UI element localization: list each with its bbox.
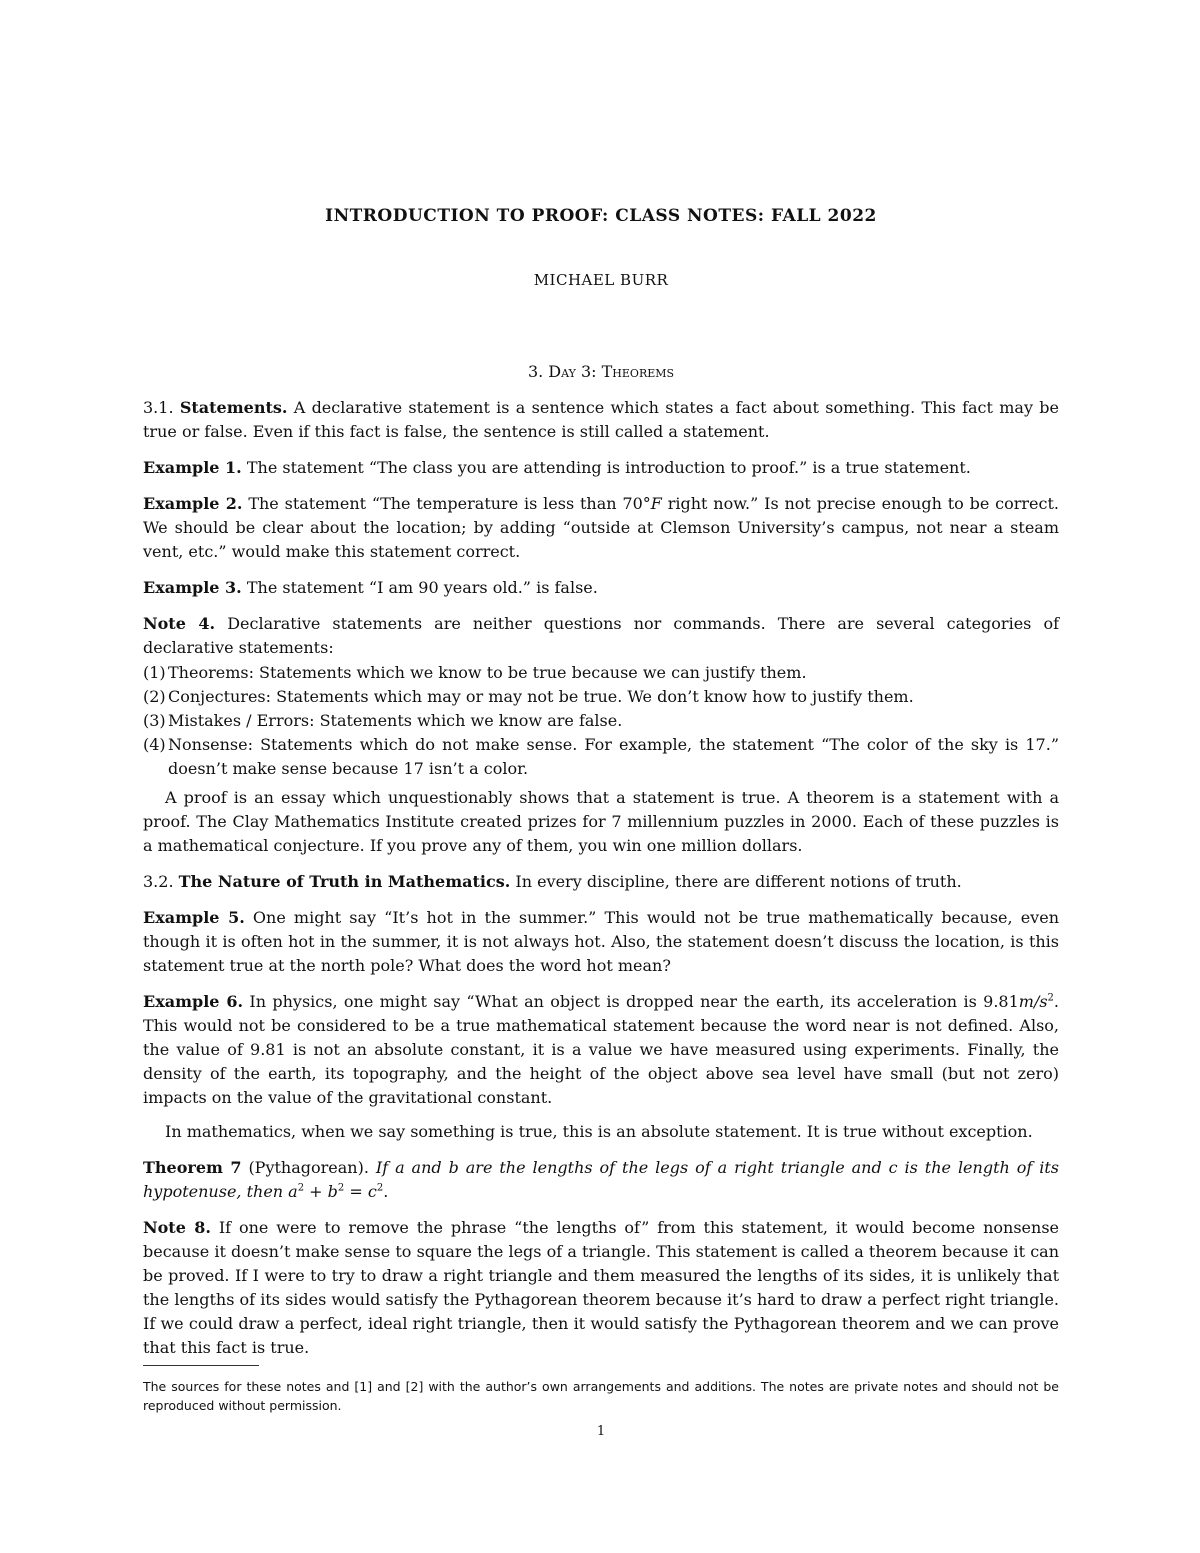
example-text: The statement “The class you are attending is introduction to proof.” is a true statement. bbox=[241, 458, 971, 477]
math-exponent: 2 bbox=[337, 1182, 345, 1194]
theorem-text: If bbox=[368, 1158, 396, 1177]
math-operator: = bbox=[344, 1182, 368, 1201]
math-variable: a bbox=[288, 1182, 298, 1201]
math-variable: b bbox=[327, 1182, 338, 1201]
punctuation: . bbox=[383, 1182, 389, 1201]
theorem-text: is the length of its hypotenuse, then bbox=[143, 1158, 1060, 1201]
list-text: Theorems: Statements which we know to be true because we can justify them. bbox=[168, 663, 807, 682]
math-operator: + bbox=[304, 1182, 328, 1201]
list-item bbox=[143, 733, 1059, 781]
page-number: 1 bbox=[596, 1424, 606, 1439]
document-title: INTRODUCTION TO PROOF: CLASS NOTES: FALL 2022 bbox=[325, 206, 877, 226]
math-unit: /s bbox=[1033, 992, 1048, 1011]
theorem-text: are the lengths of the legs of a right triangle and bbox=[458, 1158, 889, 1177]
list-item bbox=[143, 709, 1059, 733]
list-number: (4) bbox=[143, 735, 166, 754]
math-exponent: 2 bbox=[376, 1182, 384, 1194]
example-text: One might say “It’s hot in the summer.” This would not be true mathematically because, even though it is often hot in the summer, it is not always hot. Also, the statement doesn’t discuss the location, is this statement true at the north pole? What does the word hot mean? bbox=[143, 908, 1059, 975]
theorem-label: Theorem 7 bbox=[143, 1158, 242, 1177]
truth-paragraph: In mathematics, when we say something is true, this is an absolute statement. It is true without exception. bbox=[165, 1122, 1033, 1141]
math-variable: a bbox=[395, 1158, 405, 1177]
section-title: Day 3: Theorems bbox=[548, 362, 675, 381]
list-text: Conjectures: Statements which may or may not be true. We don’t know how to justify them. bbox=[168, 687, 914, 706]
section-number: 3. bbox=[527, 362, 544, 381]
example-label: Example 1. bbox=[143, 458, 242, 477]
paragraph-text: A declarative statement is a sentence which states a fact about something. This fact may be true or false. Even if this fact is false, the sentence is still called a statement. bbox=[143, 398, 1059, 441]
proof-paragraph: A proof is an essay which unquestionably shows that a statement is true. A theorem is a statement with a proof. The Clay Mathematics Institute created prizes for 7 millennium puzzles in 2000. Each of these puzzles is a mathematical conjecture. If you prove any of them, you win one million dollars. bbox=[143, 788, 1059, 855]
footnote: The sources for these notes and [1] and [2] with the author’s own arrangements and additions. The notes are private notes and should not be reproduced without permission. bbox=[143, 1379, 1059, 1413]
math-variable: c bbox=[367, 1182, 377, 1201]
example-text: The statement “The temperature is less than 70° bbox=[242, 494, 651, 513]
document-author: MICHAEL BURR bbox=[533, 271, 669, 289]
footnote-rule bbox=[143, 1365, 259, 1366]
subsection-statements bbox=[143, 396, 1059, 444]
math-variable: F bbox=[650, 494, 662, 513]
example-text: The statement “I am 90 years old.” is false. bbox=[241, 578, 598, 597]
math-unit: m bbox=[1018, 992, 1034, 1011]
note-8 bbox=[143, 1216, 1059, 1360]
math-exponent: 2 bbox=[297, 1182, 305, 1194]
example-text: . This would not be considered to be a true mathematical statement because the word near is not defined. Also, the value of 9.81 is not an absolute constant, it is a value we have measured using experiments. Finally, the density of the earth, its topography, and the height of the object above sea level have small (but not zero) impacts on the value of the gravitational constant. bbox=[143, 992, 1060, 1107]
example-1 bbox=[143, 456, 1059, 480]
example-text: In physics, one might say “What an object is dropped near the earth, its acceleration is 9.81 bbox=[243, 992, 1019, 1011]
example-2 bbox=[143, 492, 1059, 564]
note-label: Note 4. bbox=[143, 614, 216, 633]
list-text: Nonsense: Statements which do not make sense. For example, the statement “The color of the sky is 17.” doesn’t make sense because 17 isn’t a color. bbox=[168, 735, 1059, 778]
list-number: (3) bbox=[143, 711, 166, 730]
math-variable: c bbox=[888, 1158, 898, 1177]
theorem-text: and bbox=[404, 1158, 449, 1177]
list-text: Mistakes / Errors: Statements which we know are false. bbox=[168, 711, 623, 730]
subsection-number: 3.2. bbox=[143, 872, 174, 891]
subsection-heading: Statements. bbox=[179, 398, 288, 417]
list-number: (1) bbox=[143, 663, 166, 682]
list-number: (2) bbox=[143, 687, 166, 706]
theorem-7 bbox=[143, 1156, 1059, 1204]
example-3 bbox=[143, 576, 1059, 600]
example-label: Example 6. bbox=[143, 992, 244, 1011]
example-label: Example 2. bbox=[143, 494, 243, 513]
note-4 bbox=[143, 612, 1059, 660]
example-text: right now.” Is not precise enough to be correct. We should be clear about the location; by adding “outside at Clemson University’s campus, not near a steam vent, etc.” would make this statement correct. bbox=[143, 494, 1060, 561]
subsection-heading: The Nature of Truth in Mathematics. bbox=[178, 872, 511, 891]
example-label: Example 5. bbox=[143, 908, 245, 927]
section-heading bbox=[143, 360, 1059, 384]
list-item bbox=[143, 661, 1059, 685]
subsection-nature-of-truth bbox=[143, 870, 1059, 894]
subsection-number: 3.1. bbox=[143, 398, 174, 417]
math-variable: b bbox=[448, 1158, 459, 1177]
note-label: Note 8. bbox=[143, 1218, 211, 1237]
note-text: Declarative statements are neither questions nor commands. There are several categories of declarative statements: bbox=[143, 614, 1059, 657]
paragraph-text: In every discipline, there are different notions of truth. bbox=[510, 872, 962, 891]
example-6 bbox=[143, 990, 1059, 1110]
theorem-name: (Pythagorean). bbox=[241, 1158, 369, 1177]
note-text: If one were to remove the phrase “the lengths of” from this statement, it would become nonsense because it doesn’t make sense to square the legs of a triangle. This statement is called a theorem because it can be proved. If I were to try to draw a right triangle and them measured the lengths of its sides, it is unlikely that the lengths of its sides would satisfy the Pythagorean theorem because it’s hard to draw a perfect right triangle. If we could draw a perfect, ideal right triangle, then it would satisfy the Pythagorean theorem and we can prove that this fact is true. bbox=[143, 1218, 1059, 1357]
example-label: Example 3. bbox=[143, 578, 242, 597]
list-item bbox=[143, 685, 1059, 709]
math-exponent: 2 bbox=[1047, 992, 1054, 1004]
example-5 bbox=[143, 906, 1059, 978]
